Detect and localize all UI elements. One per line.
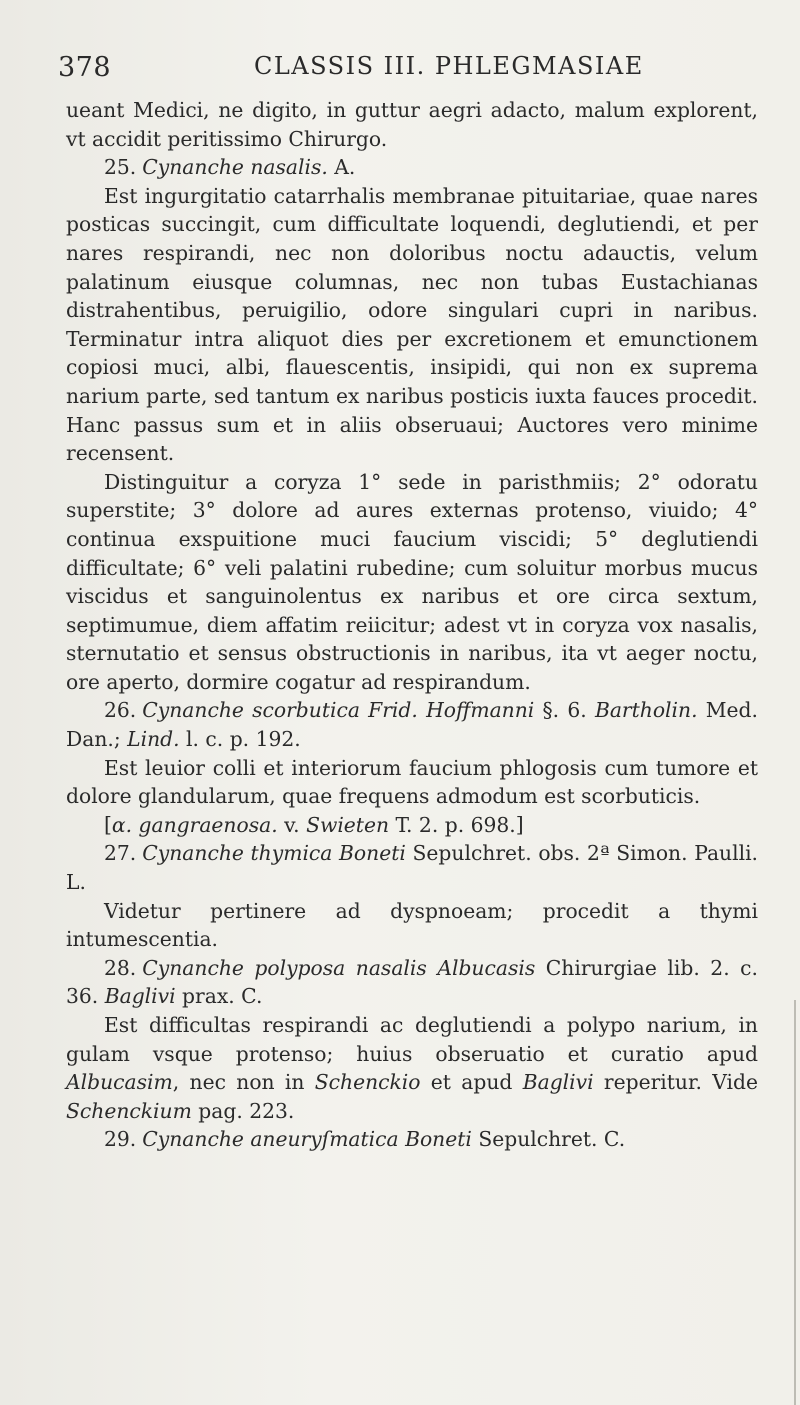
paragraph-continuation: ueant Medici, ne digito, in guttur aegri adacto, malum explorent, vt accidit peritissimo Chirurgo. [66, 98, 758, 151]
section-number: 27. [104, 841, 137, 866]
text-run: Est difficultas respirandi ac deglutiendi a polypo narium, in gulam vsque protenso; huius obseruatio et curatio apud [66, 1013, 758, 1066]
text-run: reperitur. Vide [593, 1070, 758, 1095]
section-heading-26 [66, 696, 758, 753]
reference: Boneti [398, 1127, 472, 1152]
section-suffix: A. [327, 155, 356, 180]
text-run: pag. 223. [191, 1098, 295, 1123]
paragraph-25-distinction: Distinguitur a coryza 1° sede in paristhmiis; 2° odoratu superstite; 3° dolore ad aures externas protenso, viuido; 4° continua exspuitione muci faucium viscidi; 5° deglutiendi difficultate; 6° veli palatini rubedine; cum soluitur morbus mucus viscidus et sanguinolentus ex naribus et ore circa sextum, septimumue, diem affatim reiicitur; adest vt in coryza vox nasalis, sternutatio et sensus obstructionis in naribus, ita vt aeger noctu, ore aperto, dormire cogatur ad respirandum. [66, 469, 758, 694]
reference-detail: l. c. p. 192. [179, 727, 301, 752]
section-heading-25 [66, 153, 758, 182]
paragraph-25-description: Est ingurgitatio catarrhalis membranae pituitariae, quae nares posticas succingit, cum difficultate loquendi, deglutiendi, et per nares respirandi, nec non doloribus noctu adauctis, velum palatinum eiusque columnas, nec non tubas Eustachianas distrahentibus, peruigilio, odore singulari cupri in naribus. Terminatur intra aliquot dies per excretionem et emunctionem copiosi muci, albi, flauescentis, insipidi, qui non ex suprema narium parte, sed tantum ex naribus posticis iuxta fauces procedit. Hanc passus sum et in aliis obseruaui; Auctores vero minime recensent. [66, 183, 758, 466]
reference: Bartholin. [594, 698, 698, 723]
paragraph-26: Est leuior colli et interiorum faucium phlogosis cum tumore et dolore glandularum, quae frequens admodum est scorbuticis. [66, 755, 758, 809]
section-number: 25. [104, 155, 137, 180]
reference: Schenckium [66, 1098, 192, 1123]
reference: Baglivi [104, 984, 176, 1009]
section-name: Cynanche thymica [142, 841, 333, 866]
section-name: Cynanche aneuryſmatica [142, 1127, 399, 1152]
running-head: CLASSIS III. PHLEGMASIAE [254, 52, 644, 80]
vide-abbrev: v. [277, 812, 307, 837]
bracket-open: [ [104, 812, 112, 837]
greek-label: α. [111, 812, 133, 837]
reference-detail: Sepulchret. C. [471, 1127, 626, 1152]
paragraph-27: Videtur pertinere ad dyspnoeam; procedit a thymi intumescentia. [66, 898, 758, 952]
paragraph-28 [66, 1011, 758, 1125]
reference: Boneti [332, 841, 406, 866]
section-number: 29. [104, 1127, 137, 1152]
section-heading-28 [66, 954, 758, 1011]
reference-detail: T. 2. p. 698.] [389, 812, 524, 837]
reference: Albucasis [426, 955, 536, 980]
text-run: , nec non in [172, 1070, 315, 1095]
reference: Lind. [127, 727, 180, 752]
reference: Frid. Hoffmanni [359, 698, 535, 723]
section-number: 28. [104, 955, 137, 980]
section-name: Cynanche scorbutica [142, 698, 360, 723]
page-header [58, 46, 758, 86]
text-run: et apud [420, 1070, 523, 1095]
section-number: 26. [104, 698, 137, 723]
page-number: 378 [58, 52, 112, 83]
reference: Swieten [306, 812, 390, 837]
page-body [66, 96, 758, 1154]
reference-detail: Sepulchret. obs. 2ª Simon. Paulli. L. [66, 841, 758, 895]
reference: Albucasim [66, 1070, 173, 1095]
section-name: Cynanche polyposa nasalis [142, 955, 427, 980]
reference-detail: §. 6. [534, 698, 595, 723]
reference-detail: Med. Dan.; [66, 698, 758, 752]
section-name: Cynanche nasalis. [142, 155, 328, 180]
variety-name: gangraenosa. [132, 812, 278, 837]
section-heading-29 [66, 1125, 758, 1154]
reference-detail: prax. C. [175, 984, 263, 1009]
bracket-note [66, 811, 758, 840]
reference: Baglivi [522, 1070, 594, 1095]
page-edge-shadow [794, 1000, 796, 1405]
section-heading-27 [66, 839, 758, 896]
reference: Schenckio [314, 1070, 421, 1095]
reference-detail: Chirurgiae lib. 2. c. 36. [66, 955, 758, 1009]
